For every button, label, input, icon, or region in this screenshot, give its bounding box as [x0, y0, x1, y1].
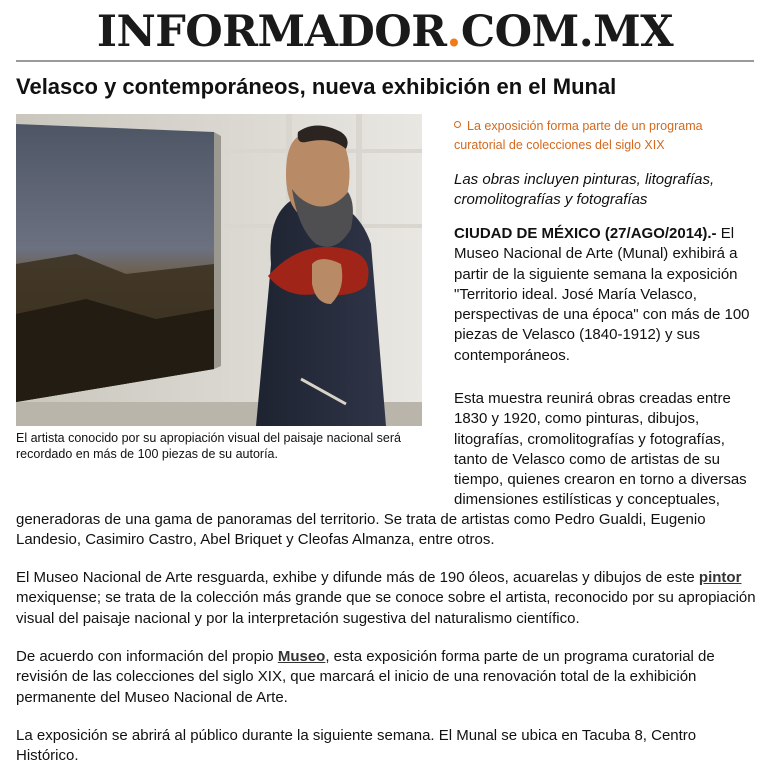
article-summary: Las obras incluyen pinturas, litografías, cromolitografías y fotografías [454, 171, 715, 208]
paragraph-3 [16, 568, 756, 629]
highlight-bullet[interactable] [454, 117, 754, 155]
paragraph-2-continued: generadoras de una gama de panoramas del territorio. Se trata de artistas como Pedro Gualdi, Eugenio Landesio, Casimiro Castro, Abel Briquet y Cleofas Almanza, entre otros. [16, 511, 706, 549]
paragraph-4-text-a: De acuerdo con información del propio [16, 648, 278, 665]
highlight-text: La exposición forma parte de un programa curatorial de colecciones del siglo XIX [454, 119, 703, 152]
article-headline: Velasco y contemporáneos, nueva exhibición en el Munal [16, 74, 617, 99]
image-caption: El artista conocido por su apropiación visual del paisaje nacional será recordado en más de 100 piezas de su autoría. [16, 431, 401, 461]
site-logo[interactable] [0, 8, 770, 56]
header-divider [16, 60, 754, 62]
museo-link[interactable]: Museo [277, 648, 326, 665]
pintor-link[interactable]: pintor [698, 569, 742, 586]
paragraph-5: La exposición se abrirá al público durante la siguiente semana. El Munal se ubica en Tacuba 8, Centro Histórico. [16, 727, 697, 765]
logo-dot: . [446, 7, 461, 57]
paragraph-1-text: El Museo Nacional de Arte (Munal) exhibirá a partir de la siguiente semana la exposición "Territorio ideal. José María Velasco, perspectivas de una época" con más de 100 piezas de Velasco (1840-1912) y sus contemporáneos. [454, 225, 750, 364]
logo-prefix: INFORMADOR [96, 7, 447, 57]
paragraph-1 [454, 224, 760, 366]
paragraph-3-text-b: mexiquense; se trata de la colección más grande que se conoce sobre el artista, reconocido por su apropiación visual del paisaje nacional y por la interpretación sugestiva del naturalismo científico. [16, 589, 756, 627]
dateline: CIUDAD DE MÉXICO (27/AGO/2014).- [454, 225, 717, 242]
paragraph-2: Esta muestra reunirá obras creadas entre 1830 y 1920, como pinturas, dibujos, litografías, cromolitografías y fotografías, tanto de Velasco como de artistas de su tiempo, quienes crearon en torno a diversas dimensiones estilísticas y conceptuales, [454, 390, 747, 509]
paragraph-4 [16, 647, 756, 708]
paragraph-3-text-a: El Museo Nacional de Arte resguarda, exhibe y difunde más de 190 óleos, acuarelas y dibujos de este [16, 569, 699, 586]
logo-suffix: COM.MX [460, 7, 674, 57]
paragraph-4-text-b: , esta exposición forma parte de un programa curatorial de revisión de las colecciones del siglo XIX, que marcará el inicio de una renovación total de la exhibición permanente del Museo Nacional de Arte. [16, 648, 715, 706]
bullet-circle-icon [454, 121, 461, 128]
article-photo [16, 114, 422, 426]
